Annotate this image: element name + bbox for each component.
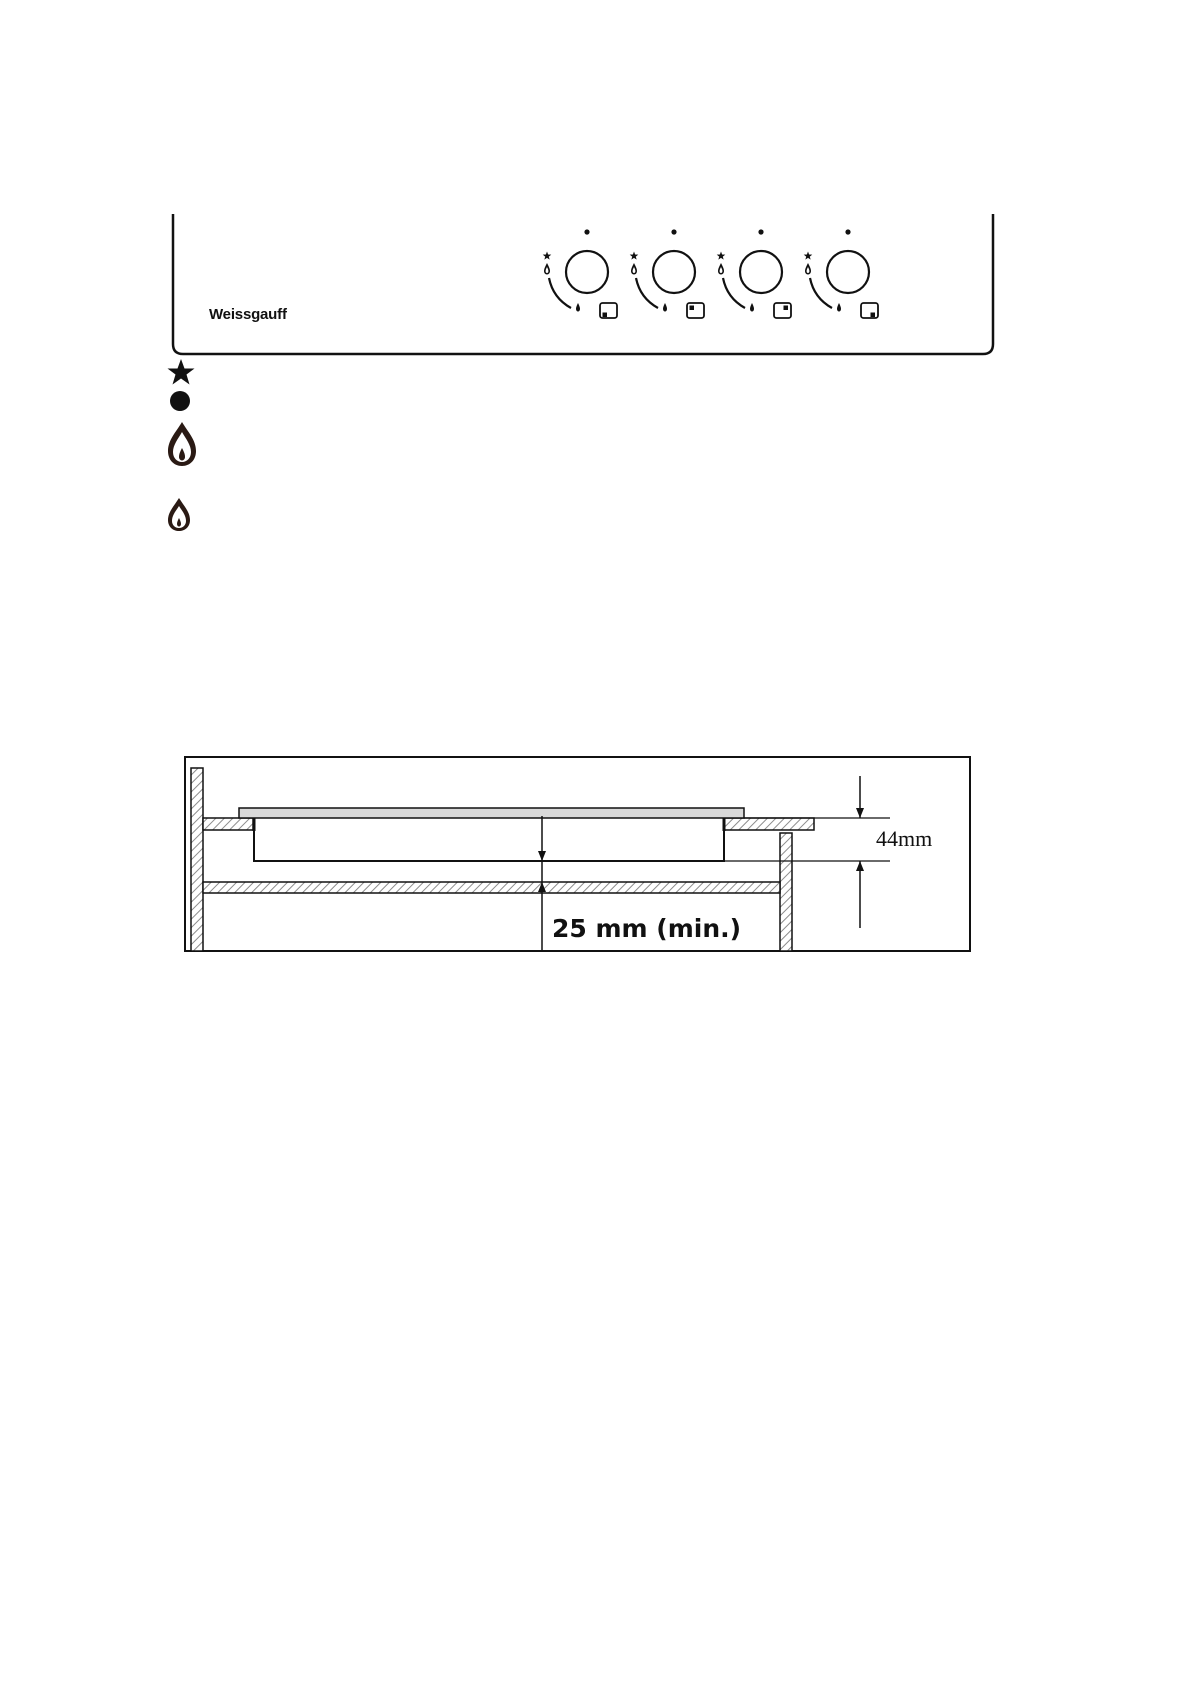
flame-icon	[631, 263, 637, 275]
hob-top-plate	[239, 808, 744, 818]
burner-position-marker	[871, 313, 876, 318]
control-panel	[171, 214, 995, 356]
burner-position-indicator	[861, 303, 878, 318]
brand-logo: Weissgauff	[209, 306, 287, 323]
off-position-marker	[584, 229, 589, 234]
knob-dial	[740, 251, 782, 293]
clearance-dimension-label: 25 mm (min.)	[552, 914, 742, 943]
knob-dial	[653, 251, 695, 293]
min-flame-icon	[750, 303, 754, 312]
burner-control-knob-4[interactable]	[802, 214, 892, 334]
off-position-marker	[758, 229, 763, 234]
installation-diagram	[184, 756, 971, 952]
burner-position-marker	[690, 306, 695, 311]
left-cabinet-wall	[191, 768, 203, 951]
burner-position-indicator	[687, 303, 704, 318]
burner-position-marker	[603, 313, 608, 318]
max-star-icon	[630, 252, 639, 260]
flame-icon	[718, 263, 724, 275]
max-star-icon	[543, 252, 552, 260]
knob-dial	[566, 251, 608, 293]
max-star-icon	[804, 252, 813, 260]
large-flame-icon	[166, 420, 198, 468]
flame-icon	[544, 263, 550, 275]
burner-control-knob-3[interactable]	[715, 214, 805, 334]
off-position-marker	[845, 229, 850, 234]
worktop-right	[724, 818, 814, 830]
height-dimension-label: 44mm	[876, 826, 933, 851]
max-star-icon	[717, 252, 726, 260]
burner-position-indicator	[774, 303, 791, 318]
burner-position-marker	[784, 306, 789, 311]
small-flame-icon	[166, 497, 192, 533]
knob-dial	[827, 251, 869, 293]
off-position-marker	[671, 229, 676, 234]
burner-control-knob-1[interactable]	[541, 214, 631, 334]
worktop-left	[203, 818, 253, 830]
partition-board	[203, 882, 780, 893]
min-flame-icon	[837, 303, 841, 312]
min-flame-icon	[576, 303, 580, 312]
flame-icon	[805, 263, 811, 275]
dot-icon	[166, 389, 196, 413]
min-flame-icon	[663, 303, 667, 312]
right-cabinet-wall	[780, 833, 792, 951]
star-icon	[166, 358, 196, 386]
burner-control-knob-2[interactable]	[628, 214, 718, 334]
